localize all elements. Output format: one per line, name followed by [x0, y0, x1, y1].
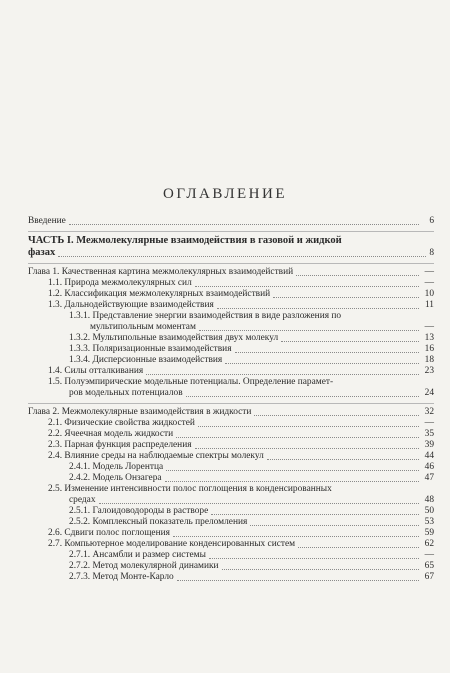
page-title: ОГЛАВЛЕНИЕ — [163, 186, 287, 202]
toc-page-number: — — [424, 278, 434, 288]
toc-page-number: — — [424, 322, 434, 332]
toc-entry-label: 2.5.2. Комплексный показатель преломления — [69, 517, 248, 527]
toc-page-number: 48 — [424, 495, 434, 505]
dot-leader — [217, 297, 419, 309]
toc-page-number: 16 — [424, 344, 434, 354]
toc-page-number: 18 — [424, 355, 434, 365]
toc-page-number: — — [424, 267, 434, 277]
toc-entry-label: 1.2. Классификация межмолекулярных взаимодействий — [48, 289, 271, 299]
section-divider — [28, 231, 434, 232]
toc-entry-label-cont: ров модельных потенциалов — [69, 388, 183, 398]
toc-entry-label-cont: средах — [69, 495, 96, 505]
toc-entry-label: 2.5. Изменение интенсивности полос поглощения в конденсированных — [48, 484, 332, 494]
toc-entry[interactable] — [28, 473, 434, 484]
toc-page-number: 44 — [424, 451, 434, 461]
toc-entry-label: Введение — [28, 216, 66, 226]
toc-page-number: — — [424, 550, 434, 560]
toc-page-number: 35 — [424, 429, 434, 439]
toc-page-number: 46 — [424, 462, 434, 472]
toc-page-number: 24 — [424, 388, 434, 398]
toc-part-1[interactable] — [28, 235, 434, 259]
dot-leader — [165, 470, 419, 482]
toc-entry-label: 2.5.1. Галоидоводороды в растворе — [69, 506, 209, 516]
toc-page-number: 47 — [424, 473, 434, 483]
toc-page-number: 50 — [424, 506, 434, 516]
toc-page-number: 67 — [424, 572, 434, 582]
toc-part-title: ЧАСТЬ I. Межмолекулярные взаимодействия в газовой и жидкой — [28, 235, 342, 246]
toc-entry-label: 2.4.2. Модель Онзагера — [69, 473, 162, 483]
toc-page-number: — — [424, 418, 434, 428]
toc-entry-intro[interactable] — [28, 216, 434, 227]
toc-entry-label: 2.7.1. Ансамбли и размер системы — [69, 550, 206, 560]
toc-entry[interactable] — [28, 572, 434, 583]
dot-leader — [177, 569, 419, 581]
toc-entry-label: 2.6. Сдвиги полос поглощения — [48, 528, 170, 538]
toc-page-number: 6 — [429, 216, 434, 226]
toc-page-number: 53 — [424, 517, 434, 527]
toc-entry-label: 2.7.2. Метод молекулярной динамики — [69, 561, 219, 571]
toc-entry-label: 2.4. Влияние среды на наблюдаемые спектры молекул — [48, 451, 264, 461]
toc-entry[interactable] — [28, 366, 434, 377]
toc-page-number: 23 — [424, 366, 434, 376]
toc-page-number: 39 — [424, 440, 434, 450]
toc-entry-label: 2.2. Ячеечная модель жидкости — [48, 429, 174, 439]
toc-entry-label: 1.3.1. Представление энергии взаимодействия в виде разложения по — [69, 311, 342, 321]
toc-entry-label: 2.1. Физические свойства жидкостей — [48, 418, 195, 428]
toc-entry-label: 1.4. Силы отталкивания — [48, 366, 144, 376]
toc-entry-label: 1.3. Дальнодействующие взаимодействия — [48, 300, 214, 310]
toc-entry-label: 1.1. Природа межмолекулярных сил — [48, 278, 192, 288]
toc-entry-label: 2.4.1. Модель Лорентца — [69, 462, 164, 472]
dot-leader — [58, 244, 426, 257]
toc-entry-label: 1.3.2. Мультипольные взаимодействия двух молекул — [69, 333, 279, 343]
toc-entry-label: 2.7. Компьютерное моделирование конденсированных систем — [48, 539, 296, 549]
toc-page-number: 8 — [429, 248, 434, 258]
toc-page-number: 11 — [424, 300, 434, 310]
toc-entry[interactable] — [28, 300, 434, 311]
toc-page-number: 65 — [424, 561, 434, 571]
toc-part-title-cont: фазах — [28, 247, 56, 258]
table-of-contents — [28, 216, 434, 583]
toc-page-number: 10 — [424, 289, 434, 299]
toc-entry-label: Глава 1. Качественная картина межмолекулярных взаимодействий — [28, 267, 294, 277]
toc-entry-label: 2.3. Парная функция распределения — [48, 440, 192, 450]
toc-entry-label: 1.3.3. Поляризационные взаимодействия — [69, 344, 232, 354]
dot-leader — [186, 385, 419, 397]
toc-page-number: 32 — [424, 407, 434, 417]
toc-page-number: 62 — [424, 539, 434, 549]
toc-entry-continuation[interactable] — [28, 388, 434, 399]
toc-entry-label: Глава 2. Межмолекулярные взаимодействия в жидкости — [28, 407, 252, 417]
toc-entry-label: 1.5. Полуэмпирические модельные потенциалы. Определение парамет- — [48, 377, 334, 387]
toc-entry-label: 2.7.3. Метод Монте-Карло — [69, 572, 174, 582]
toc-page-number: 59 — [424, 528, 434, 538]
dot-leader — [69, 213, 419, 225]
toc-entry-label: 1.3.4. Дисперсионные взаимодействия — [69, 355, 223, 365]
dot-leader — [146, 363, 419, 375]
toc-entry-label-cont: мультипольным моментам — [90, 322, 196, 332]
toc-page-number: 13 — [424, 333, 434, 343]
